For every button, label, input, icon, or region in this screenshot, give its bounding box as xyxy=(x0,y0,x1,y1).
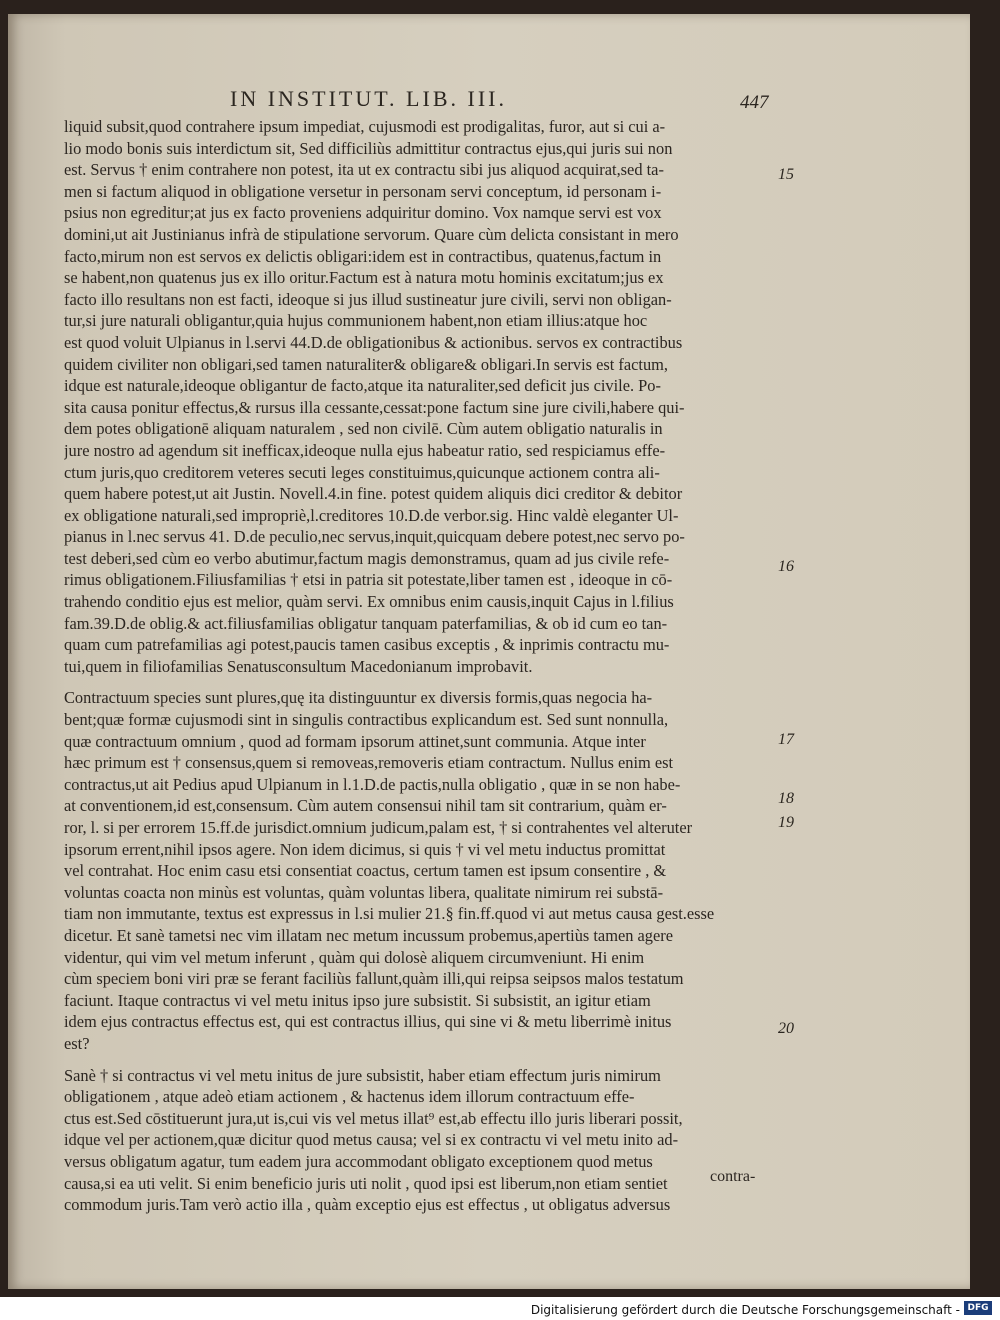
text-line: commodum juris.Tam verò actio illa , quàm exceptio ejus est effectus , ut obligatus adversus xyxy=(64,1195,671,1215)
text-line: ctus est.Sed cōstituerunt jura,ut is,cui vis vel metus illat⁹ est,ab effectu illo juris liberari possit, xyxy=(64,1108,683,1128)
page-number: 447 xyxy=(740,92,769,113)
text-line: facto illo resultans non est facti, ideoque si jus illud sustineatur jure civili, servi non obligan- xyxy=(64,289,672,309)
paragraph-3 xyxy=(64,1065,770,1216)
margin-number: 17 xyxy=(778,731,794,748)
text-line: videntur, qui vim vel metum inferunt , quàm qui dolosè aliquem circumveniunt. Hi enim xyxy=(64,947,645,967)
text-line: cùm speciem boni viri præ se ferant faciliùs fallunt,quàm illi,qui reipsa seipsos malos testatum xyxy=(64,969,684,989)
text-line: at conventionem,id est,consensum. Cùm autem consensui nihil tam sit contrarium, quàm er- xyxy=(64,796,667,816)
text-line: ctum juris,quo creditorem veteres secuti leges constituimus,quicunque actionem contra ali- xyxy=(64,462,660,482)
text-line: obligationem , atque adeò etiam actionem , & hactenus idem illorum contractuum effe- xyxy=(64,1087,635,1107)
text-line: psius non egreditur;at jus ex facto proveniens adquiritur domino. Vox namque servi est vox xyxy=(64,203,662,223)
running-head: IN INSTITUT. LIB. III. xyxy=(230,86,507,111)
text-line: tui,quem in filiofamilias Senatusconsultum Macedonianum improbavit. xyxy=(64,656,533,676)
text-line: rimus obligationem.Filiusfamilias † etsi in patria sit potestate,liber tamen est , ideoque in cō- xyxy=(64,570,673,590)
text-line: quidem civiliter non obligari,sed tamen naturaliter& obligare& obligari.In servis est factum, xyxy=(64,354,669,374)
text-line: faciunt. Itaque contractus vi vel metu initus ipso jure subsistit. Si subsistit, an igitur etiam xyxy=(64,990,651,1010)
text-line: domini,ut ait Justinianus infrà de stipulatione servorum. Quare cùm delicta consistant in mero xyxy=(64,224,679,244)
margin-number: 20 xyxy=(778,1020,794,1037)
text-line: quam cum patrefamilias agi potest,paucis tamen casibus exceptis , & inprimis contractu mu- xyxy=(64,635,670,655)
text-line: trahendo conditio ejus est melior, quàm servi. Ex omnibus enim causis,inquit Cajus in l.filius xyxy=(64,592,674,612)
text-line: hæc primum est † consensus,quem si removeas,removeris etiam contractum. Nullus enim est xyxy=(64,753,674,773)
text-line: versus obligatum agatur, tum eadem jura accommodant obligato exceptionem quod metus xyxy=(64,1151,653,1171)
text-line: lio modo bonis suis interdictum sit, Sed difficiliùs admittitur contractus ejus,qui juris sui non xyxy=(64,138,673,158)
text-line: idque vel per actionem,quæ dicitur quod metus causa; vel si ex contractu vi vel metu inito ad- xyxy=(64,1130,679,1150)
text-line: sita causa ponitur effectus,& rursus illa cessante,cessat:pone factum sine jure civili,habere qui- xyxy=(64,397,685,417)
body-text xyxy=(64,116,770,1216)
text-line: liquid subsit,quod contrahere ipsum impediat, cujusmodi est prodigalitas, furor, aut si cui a- xyxy=(64,117,666,136)
text-line: contractus,ut ait Pedius apud Ulpianum in l.1.D.de pactis,nulla obligatio , quæ in se non habe- xyxy=(64,774,681,794)
text-line: tur,si jure naturali obligantur,quia hujus communionem habent,non etiam illius:atque hoc xyxy=(64,311,648,331)
text-line: fam.39.D.de oblig.& act.filiusfamilias obligatur tanquam paterfamilias, & ob id cum eo tan- xyxy=(64,613,668,633)
text-line: Contractuum species sunt plures,quę ita distinguuntur ex diversis formis,quas negocia ha- xyxy=(64,688,653,708)
text-line: pianus in l.nec servus 41. D.de peculio,nec servus,inquit,quicquam debere potest,nec servo po- xyxy=(64,527,685,547)
text-line: facto,mirum non est servos ex delictis obligari:idem est in contractibus, quatenus,factum in xyxy=(64,246,662,266)
text-line: men si factum aliquod in obligatione versetur in personam servi conceptum, id personam i- xyxy=(64,181,662,201)
funding-notice: Digitalisierung gefördert durch die Deutsche Forschungsgemeinschaft - xyxy=(530,1303,960,1317)
text-line: idque est naturale,ideoque obligantur de facto,atque ita naturaliter,sed deficit jus civile. Po- xyxy=(64,376,661,396)
catchword: contra- xyxy=(710,1168,756,1185)
text-line: dicetur. Et sanè tametsi nec vim illatam nec metum incussum probemus,apertiùs tamen agere xyxy=(64,925,673,945)
text-line: voluntas coacta non minùs est voluntas, quàm voluntas libera, qualitate nimirum rei substā- xyxy=(64,882,664,902)
dfg-logo-icon: DFG xyxy=(964,1301,992,1315)
text-line: test deberi,sed cùm eo verbo abutimur,factum magis demonstramus, quam ad jus civile refe- xyxy=(64,548,670,568)
paragraph-1 xyxy=(64,116,770,677)
text-line: vel contrahat. Hoc enim casu etsi consentiat coactus, certum tamen est ipsum consentire , & xyxy=(64,861,667,881)
text-line: Sanè † si contractus vi vel metu initus de jure subsistit, haber etiam effectum juris nimirum xyxy=(64,1065,661,1085)
text-line: idem ejus contractus effectus est, qui est contractus illius, qui sine vi & metu liberrimè initus xyxy=(64,1012,672,1032)
margin-number: 19 xyxy=(778,814,794,831)
margin-number: 16 xyxy=(778,558,794,575)
paragraph-2 xyxy=(64,687,770,1054)
text-line: dem potes obligationē aliquam naturalem , sed non civilē. Cùm autem obligatio naturalis in xyxy=(64,419,663,439)
text-line: ror, l. si per errorem 15.ff.de jurisdict.omnium judicum,palam est, † si contrahentes vel alteruter xyxy=(64,818,693,837)
text-line: quæ contractuum omnium , quod ad formam ipsorum attinet,sunt communia. Atque inter xyxy=(64,731,646,751)
text-line: bent;quæ formæ cujusmodi sint in singulis contractibus explicandum est. Sed sunt nonnulla, xyxy=(64,710,669,730)
text-line: jure nostro ad agendum sit inefficax,ideoque nulla ejus habeatur ratio, sed respiciamus effe- xyxy=(64,440,666,460)
text-line: causa,si ea uti velit. Si enim beneficio juris uti nolit , quod ipsi est liberum,non etiam sentiet xyxy=(64,1173,668,1193)
margin-number: 18 xyxy=(778,790,794,807)
text-line: quem habere potest,ut ait Justin. Novell.4.in fine. potest quidem aliquis dici creditor & debitor xyxy=(64,484,683,504)
text-line: est? xyxy=(64,1033,90,1053)
text-line: ipsorum errent,nihil ipsos agere. Non idem dicimus, si quis † vi vel metu inductus promittat xyxy=(64,839,666,859)
text-line: est quod voluit Ulpianus in l.servi 44.D.de obligationibus & actionibus. servos ex contractibus xyxy=(64,332,683,352)
text-line: ex obligatione naturali,sed impropriè,l.creditores 10.D.de verbor.sig. Hinc valdè eleganter Ul- xyxy=(64,505,679,525)
text-line: se habent,non quatenus jus ex illo oritur.Factum est à natura motu hominis excitatum;jus ex xyxy=(64,268,664,288)
text-line: tiam non immutante, textus est expressus in l.si mulier 21.§ fin.ff.quod vi aut metus causa gest.esse xyxy=(64,904,715,924)
text-line: est. Servus † enim contrahere non potest, ita ut ex contractu sibi jus aliquod acquirat,sed ta- xyxy=(64,160,664,180)
margin-number: 15 xyxy=(778,166,794,183)
